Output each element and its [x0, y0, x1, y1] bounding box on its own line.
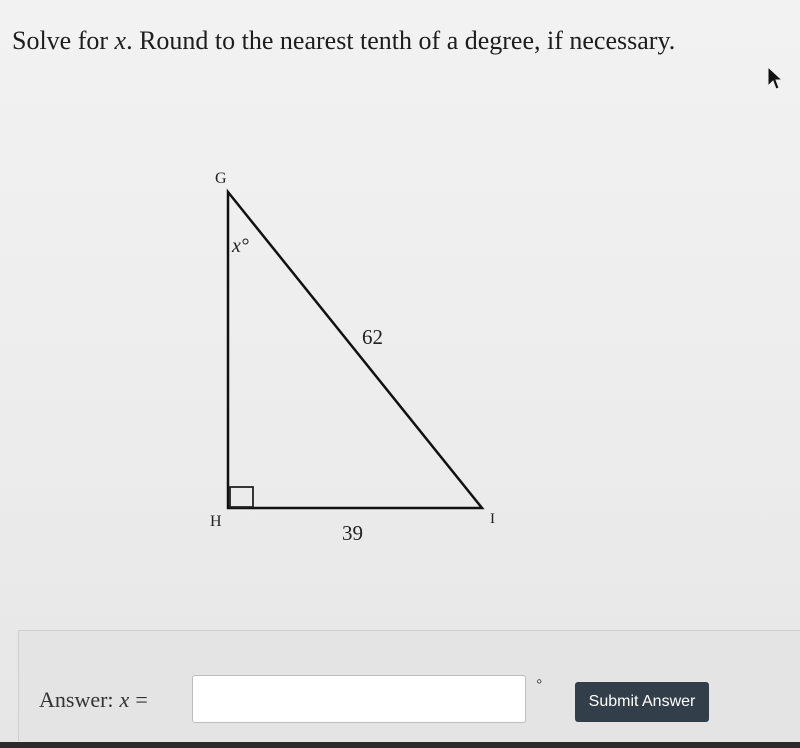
question-prefix: Solve for — [12, 26, 115, 55]
degree-unit: ° — [536, 677, 543, 694]
answer-input[interactable] — [192, 675, 526, 723]
vertex-label-h: H — [210, 513, 222, 530]
bottom-bar — [0, 742, 800, 748]
triangle-ghi — [228, 192, 482, 508]
submit-answer-button[interactable]: Submit Answer — [575, 682, 709, 722]
question-variable: x — [114, 26, 127, 55]
angle-label-x: x° — [232, 235, 249, 257]
answer-equals: = — [135, 687, 148, 712]
question-suffix: . Round to the nearest tenth of a degree, if necessary. — [126, 26, 676, 55]
right-angle-marker — [230, 487, 253, 507]
answer-label-text: Answer: — [39, 687, 114, 712]
answer-panel — [18, 630, 800, 741]
hypotenuse-length-label: 62 — [362, 325, 383, 349]
vertex-label-i: I — [490, 511, 495, 527]
vertex-label-g: G — [215, 170, 227, 187]
base-length-label: 39 — [342, 521, 363, 545]
answer-label — [39, 687, 148, 713]
answer-variable: x — [119, 687, 130, 712]
